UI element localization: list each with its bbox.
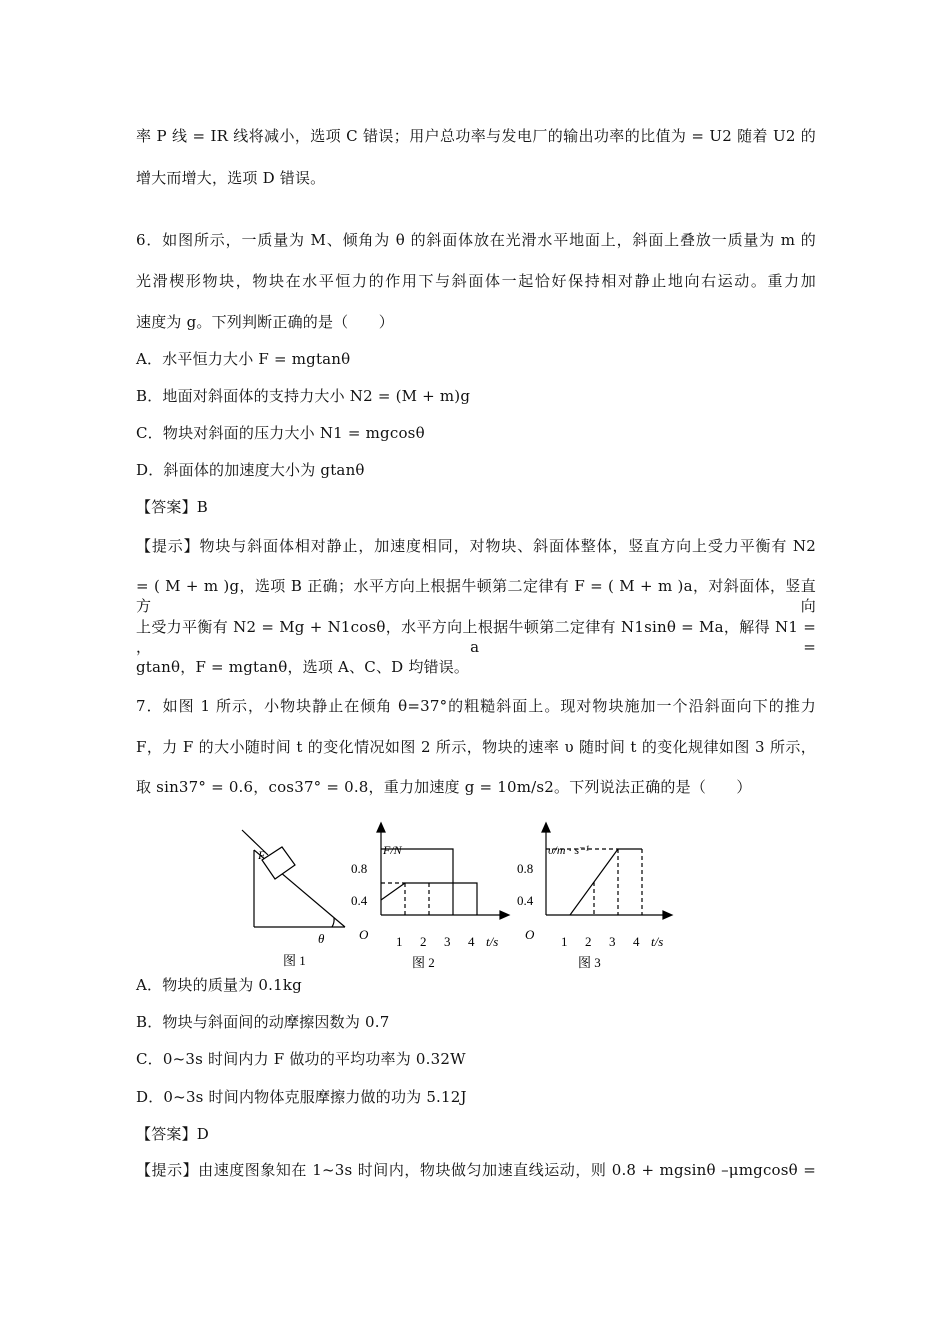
q6-answer: 【答案】B <box>136 498 209 516</box>
fig1-caption: 图 1 <box>283 953 306 968</box>
q6-stem-line-3: 速度为 g。下列判断正确的是（ ） <box>136 313 394 331</box>
q6-hint-line-4: gtanθ，F = mgtanθ，选项 A、C、D 均错误。 <box>136 658 470 676</box>
q6-option-d: D．斜面体的加速度大小为 gtanθ <box>136 461 365 479</box>
q7-option-d: D．0~3s 时间内物体克服摩擦力做的功为 5.12J <box>136 1088 467 1106</box>
q6-stem-line-1: 6．如图所示，一质量为 M、倾角为 θ 的斜面体放在光滑水平地面上，斜面上叠放一质量为 m 的 <box>136 231 816 249</box>
q6-stem-line-2: 光滑楔形物块，物块在水平恒力的作用下与斜面体一起恰好保持相对静止地向右运动。重力加 <box>136 272 816 290</box>
fig1-force-label: F <box>258 848 266 862</box>
fig3-x-tick-1: 1 <box>561 934 568 949</box>
fig3-x-tick-4: 4 <box>633 934 640 949</box>
fig2-x-tick-4: 4 <box>468 934 475 949</box>
q6-option-b: B．地面对斜面体的支持力大小 N2 = (M + m)g <box>136 387 471 405</box>
fig1-angle-label: θ <box>318 931 325 946</box>
fig2-caption: 图 2 <box>412 955 435 970</box>
fig2-origin: O <box>359 927 369 942</box>
q6-hint-line-2: = ( M + m )g，选项 B 正确；水平方向上根据牛顿第二定律有 F = ( M + m )a，对斜面体，竖直方向 <box>136 577 816 615</box>
q7-option-b: B．物块与斜面间的动摩擦因数为 0.7 <box>136 1013 390 1031</box>
fig3-caption: 图 3 <box>578 955 601 970</box>
fig2-x-label: t/s <box>486 934 499 949</box>
fig3-x-tick-3: 3 <box>609 934 616 949</box>
fig3-x-label: t/s <box>651 934 664 949</box>
q7-hint-line-1: 【提示】由速度图象知在 1~3s 时间内，物块做匀加速直线运动，则 0.8 + mgsinθ –μmgcosθ = <box>136 1161 816 1179</box>
prev-solution-line-1: 率 P 线 = IR 线将减小，选项 C 错误；用户总功率与发电厂的输出功率的比值为 = U2 随着 U2 的 <box>136 127 816 145</box>
fig3-x-tick-2: 2 <box>585 934 592 949</box>
prev-solution-line-2: 增大而增大，选项 D 错误。 <box>136 169 326 187</box>
fig2-y-tick-0.8: 0.8 <box>351 861 368 876</box>
q6-hint-line-3: 上受力平衡有 N2 = Mg + N1cosθ，水平方向上根据牛顿第二定律有 N1sinθ = Ma，解得 N1 = ，a = <box>136 618 816 656</box>
q6-option-c: C．物块对斜面的压力大小 N1 = mgcosθ <box>136 424 425 442</box>
q7-option-a: A．物块的质量为 0.1kg <box>136 976 302 994</box>
q6-hint-line-1: 【提示】物块与斜面体相对静止，加速度相同，对物块、斜面体整体，竖直方向上受力平衡有 N2 <box>136 537 816 555</box>
fig2-x-tick-2: 2 <box>420 934 427 949</box>
q7-option-c: C．0~3s 时间内力 F 做功的平均功率为 0.32W <box>136 1050 466 1068</box>
fig2-y-label: F/N <box>383 843 402 857</box>
figure-2-force-time <box>377 823 509 919</box>
fig2-y-tick-0.4: 0.4 <box>351 893 368 908</box>
q7-stem-line-3: 取 sin37° = 0.6，cos37° = 0.8，重力加速度 g = 10m/s2。下列说法正确的是（ ） <box>136 778 752 796</box>
figure-3-velocity-time <box>542 823 672 919</box>
fig2-x-tick-3: 3 <box>444 934 451 949</box>
fig3-y-tick-0.4: 0.4 <box>517 893 534 908</box>
figure-1-incline <box>242 830 345 927</box>
fig2-x-tick-1: 1 <box>396 934 403 949</box>
q6-option-a: A．水平恒力大小 F = mgtanθ <box>136 350 351 368</box>
q7-stem-line-1: 7．如图 1 所示，小物块静止在倾角 θ=37°的粗糙斜面上。现对物块施加一个沿斜面向下的推力 <box>136 697 816 715</box>
q7-answer: 【答案】D <box>136 1125 210 1143</box>
fig3-y-tick-0.8: 0.8 <box>517 861 534 876</box>
q7-figures <box>0 815 950 985</box>
q7-stem-line-2: F，力 F 的大小随时间 t 的变化情况如图 2 所示，物块的速率 υ 随时间 t 的变化规律如图 3 所示， <box>136 738 816 756</box>
fig3-origin: O <box>525 927 535 942</box>
fig3-y-label: υ/m · s⁻¹ <box>548 843 590 857</box>
